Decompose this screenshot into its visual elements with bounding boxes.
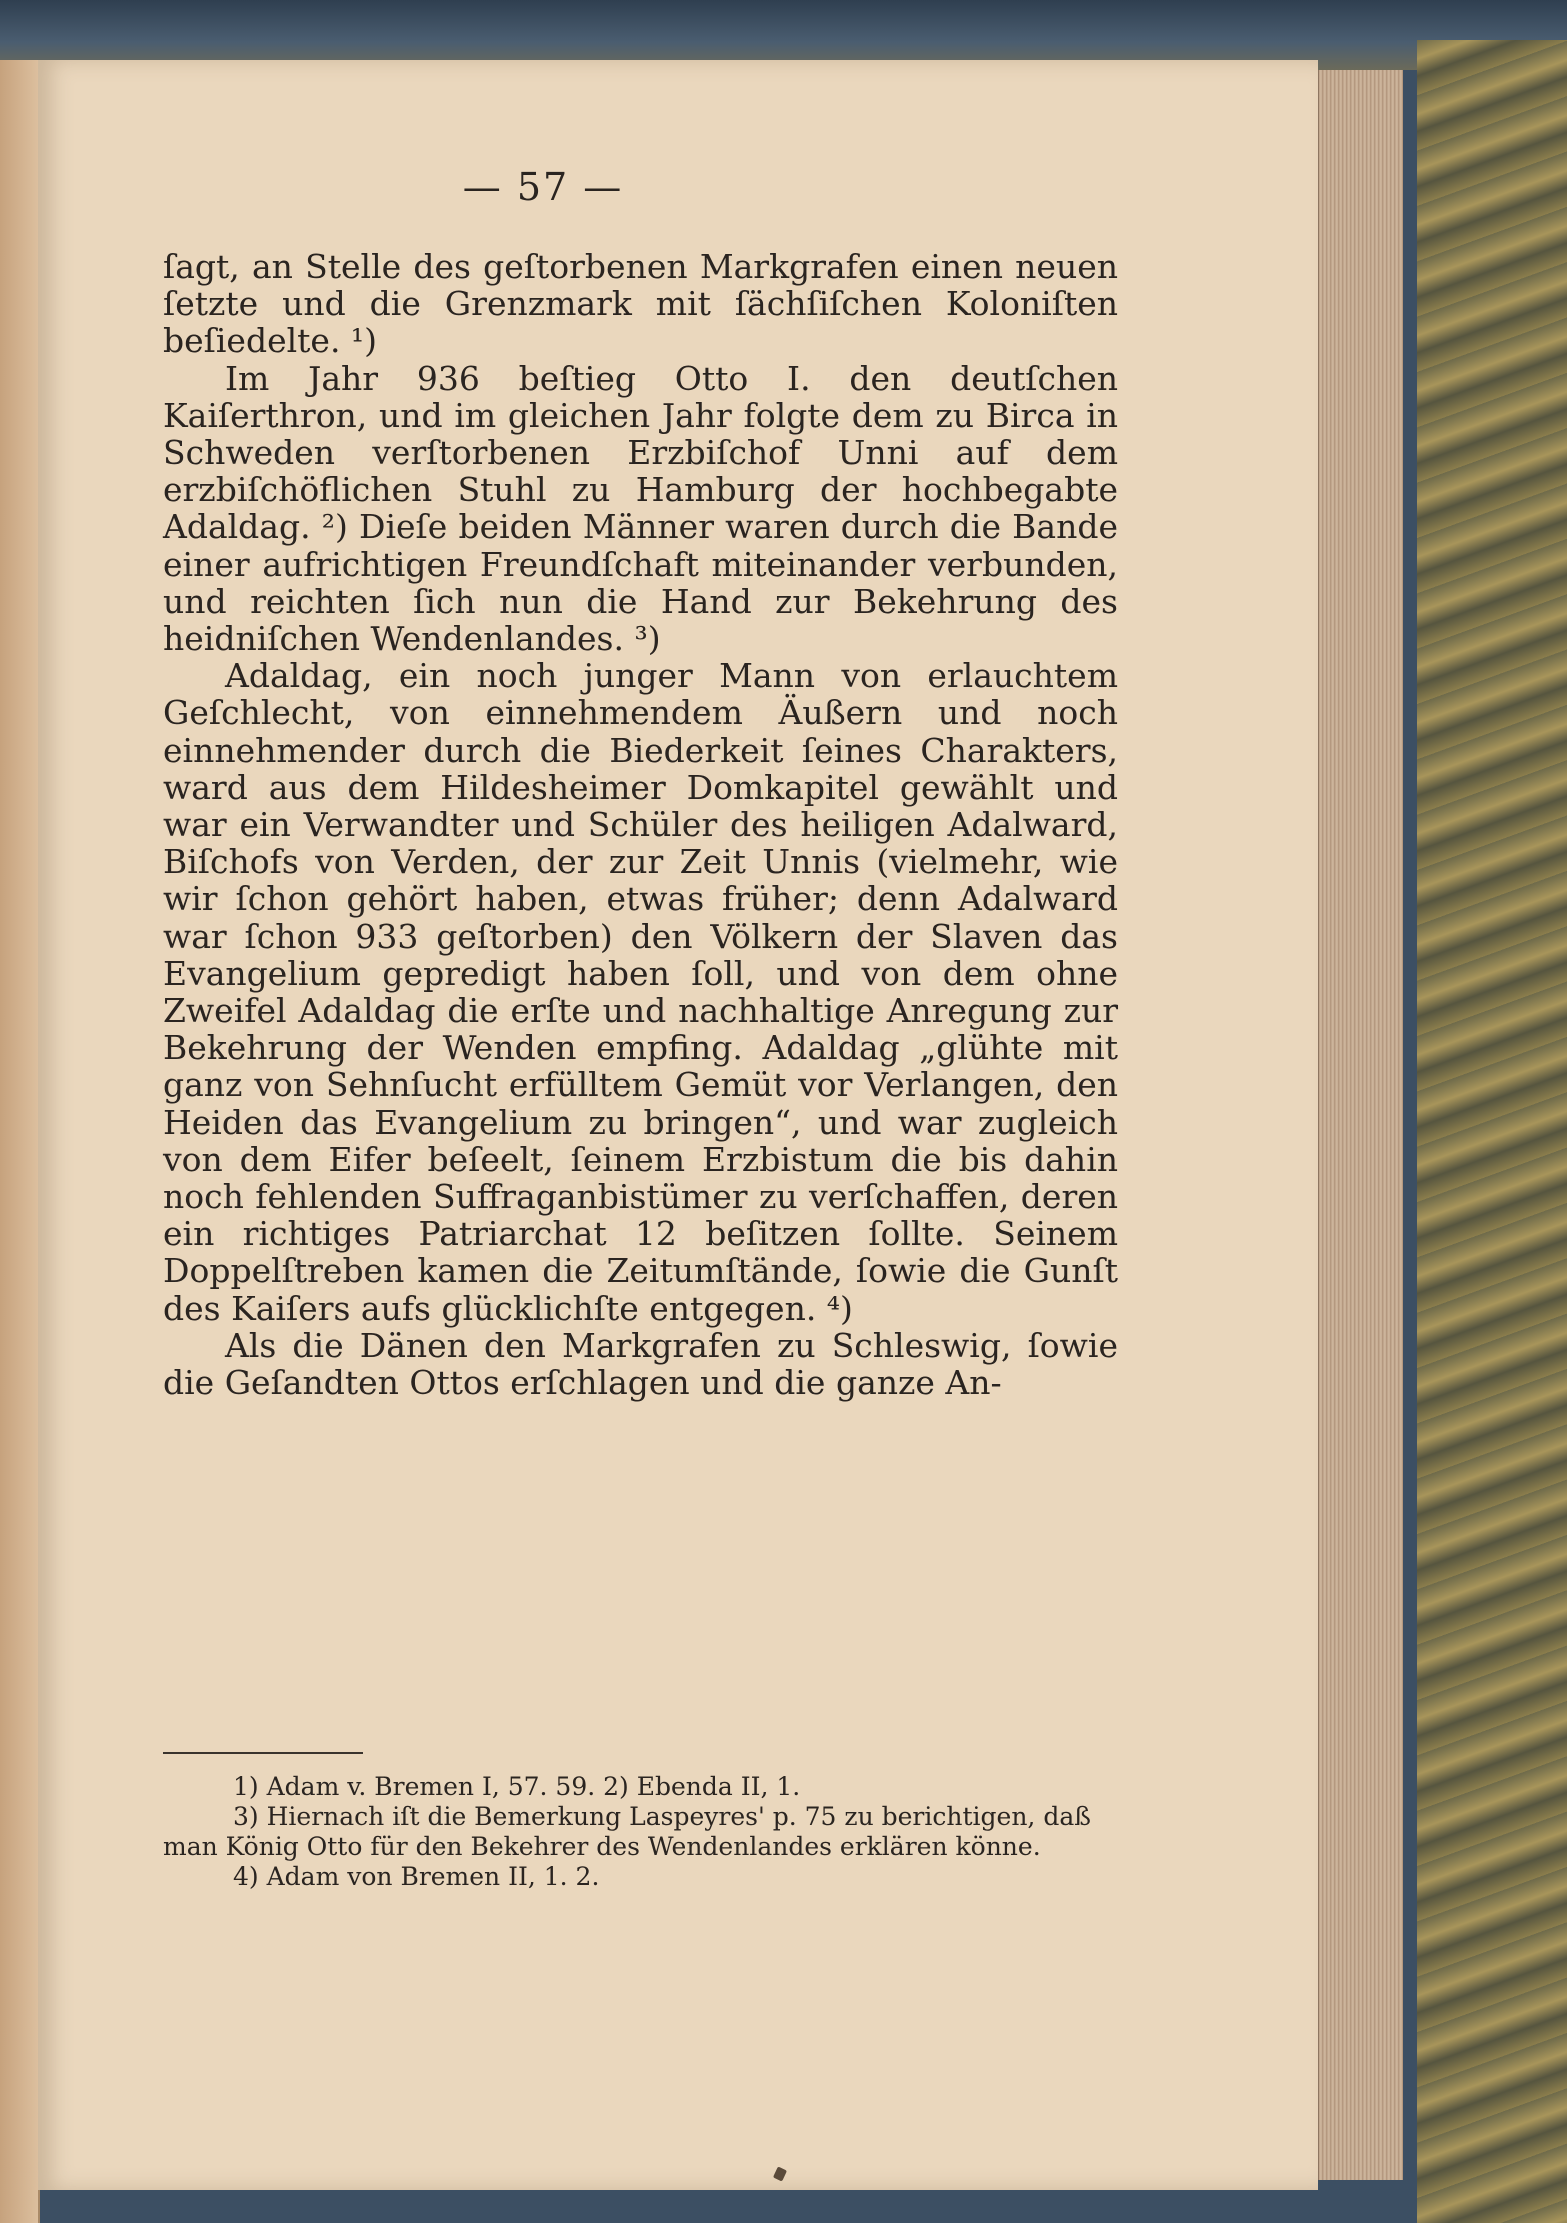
footnote-rule — [163, 1752, 363, 1754]
marbled-cover — [1417, 40, 1567, 2223]
ink-speck — [773, 2166, 787, 2181]
page-edges — [1318, 70, 1403, 2180]
body-text — [163, 248, 1118, 1401]
footnotes — [163, 1772, 1118, 1892]
footnote: 4) Adam von Bremen II, 1. 2. — [233, 1862, 600, 1891]
page-number: — 57 — — [462, 165, 624, 209]
footnote: 3) Hiernach iſt die Bemerkung Laspeyres' p. 75 zu berichtigen, daß man König Otto für den Bekehrer des Wendenlandes erklären könne. — [163, 1802, 1091, 1861]
paragraph: Im Jahr 936 beſtieg Otto I. den deutſchen Kaiſerthron, und im gleichen Jahr folgte dem zu Birca in Schweden verſtorbenen Erzbiſchof Unni auf dem erzbiſchöflichen Stuhl zu Hamburg der hochbegabte Adaldag. ²) Dieſe beiden Männer waren durch die Bande einer aufrichtigen Freundſchaft miteinander verbunden, und reichten ſich nun die Hand zur Bekehrung des heidniſchen Wendenlandes. ³) — [163, 358, 1118, 659]
paragraph: Als die Dänen den Markgrafen zu Schleswig, ſowie die Geſandten Ottos erſchlagen und die ganze An- — [163, 1325, 1118, 1403]
footnote: 1) Adam v. Bremen I, 57. 59. 2) Ebenda II, 1. — [233, 1772, 801, 1801]
paragraph: ſagt, an Stelle des geſtorbenen Markgrafen einen neuen ſetzte und die Grenzmark mit ſächſiſchen Koloniſten beſiedelte. ¹) — [163, 247, 1118, 361]
paragraph: Adaldag, ein noch junger Mann von erlauchtem Geſchlecht, von einnehmendem Äußern und noch einnehmender durch die Biederkeit ſeines Charakters, ward aus dem Hildesheimer Domkapitel gewählt und war ein Verwandter und Schüler des heiligen Adalward, Biſchofs von Verden, der zur Zeit Unnis (vielmehr, wie wir ſchon gehört haben, etwas früher; denn Adalward war ſchon 933 geſtorben) den Völkern der Slaven das Evangelium gepredigt haben ſoll, und von dem ohne Zweifel Adaldag die erſte und nachhaltige Anregung zur Bekehrung der Wenden empfing. Adaldag „glühte mit ganz von Sehnſucht erfülltem Gemüt vor Verlangen, den Heiden das Evangelium zu bringen“, und war zugleich von dem Eifer beſeelt, ſeinem Erzbistum die bis dahin noch fehlenden Suffraganbistümer zu verſchaffen, deren ein richtiges Patriarchat 12 beſitzen ſollte. Seinem Doppelſtreben kamen die Zeitumſtände, ſowie die Gunſt des Kaiſers aufs glücklichſte entgegen. ⁴) — [163, 656, 1118, 1328]
book-page — [38, 60, 1318, 2190]
facing-page-edge — [0, 60, 40, 2223]
